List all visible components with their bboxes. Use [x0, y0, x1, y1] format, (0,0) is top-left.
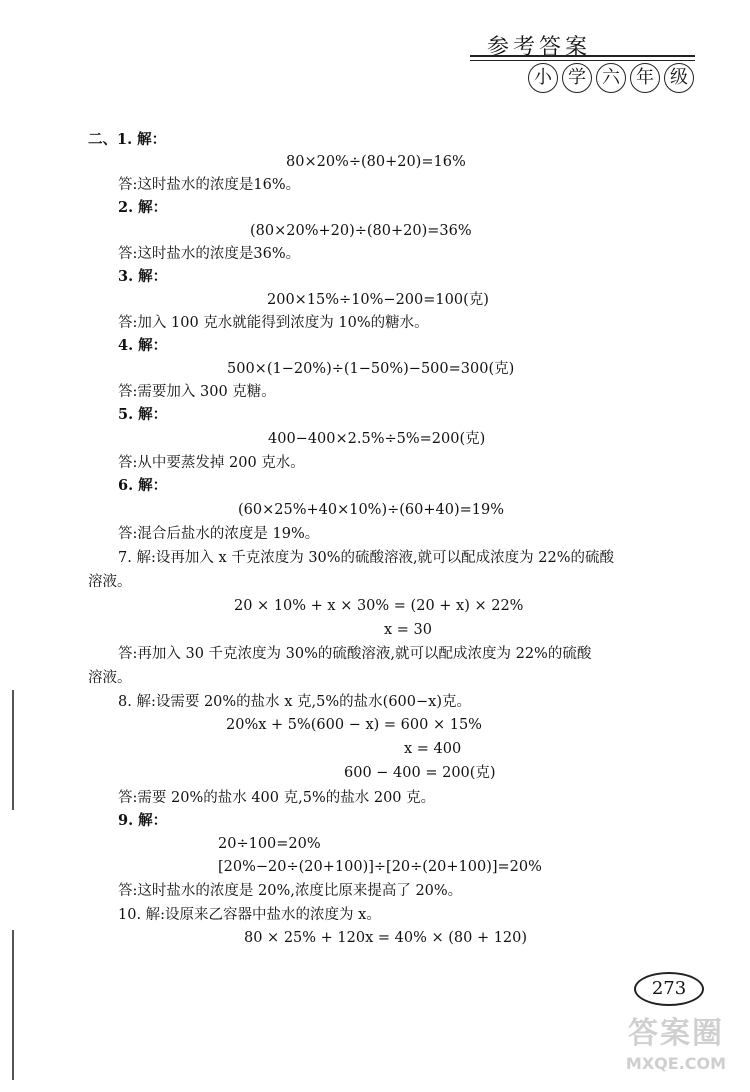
grade-badges	[528, 63, 694, 93]
grade-char: 学	[562, 63, 592, 93]
problem-heading: 6. 解：	[118, 477, 168, 494]
problem-statement: 10. 解:设原来乙容器中盐水的浓度为 x。	[118, 907, 381, 923]
watermark-text: 答案圈	[628, 1016, 724, 1051]
equation: x = 30	[384, 622, 432, 638]
grade-char: 小	[528, 63, 558, 93]
equation: 80 × 25% + 120x = 40% × (80 + 120)	[244, 930, 528, 946]
problem-heading: 二、1. 解：	[88, 131, 167, 148]
grade-char: 六	[596, 63, 626, 93]
problem-statement-cont: 溶液。	[88, 574, 132, 590]
answer-line: 答:再加入 30 千克浓度为 30%的硫酸溶液,就可以配成浓度为 22%的硫酸	[118, 646, 592, 662]
answer-line-cont: 溶液。	[88, 670, 132, 686]
grade-char: 年	[630, 63, 660, 93]
equation: [20%−20÷(20+100)]÷[20÷(20+100)]=20%	[218, 859, 542, 875]
header-rule	[470, 55, 695, 57]
equation: 500×(1−20%)÷(1−50%)−500=300(克)	[227, 361, 515, 377]
problem-heading: 5. 解：	[118, 406, 168, 423]
equation: (80×20%+20)÷(80+20)=36%	[250, 223, 472, 239]
scan-edge-mark	[12, 690, 14, 810]
answer-line: 答:这时盐水的浓度是36%。	[118, 246, 301, 262]
scan-edge-mark	[12, 930, 14, 1080]
equation: 200×15%÷10%−200=100(克)	[267, 292, 489, 308]
answer-line: 答:这时盐水的浓度是 20%,浓度比原来提高了 20%。	[118, 883, 463, 899]
watermark-logo	[608, 1015, 744, 1087]
equation: 20÷100=20%	[218, 836, 321, 852]
grade-char: 级	[664, 63, 694, 93]
problem-statement: 7. 解:设再加入 x 千克浓度为 30%的硫酸溶液,就可以配成浓度为 22%的硫酸	[118, 550, 615, 566]
header-rule-thin	[470, 60, 695, 61]
answer-line: 答:从中要蒸发掉 200 克水。	[118, 455, 305, 471]
problem-heading: 3. 解：	[118, 268, 168, 285]
equation: x = 400	[404, 741, 462, 757]
answer-line: 答:加入 100 克水就能得到浓度为 10%的糖水。	[118, 315, 429, 331]
equation: 400−400×2.5%÷5%=200(克)	[268, 431, 486, 447]
problem-heading: 2. 解：	[118, 199, 168, 216]
equation: 20%x + 5%(600 − x) = 600 × 15%	[226, 717, 482, 733]
answer-line: 答:需要 20%的盐水 400 克,5%的盐水 200 克。	[118, 790, 436, 806]
equation: (60×25%+40×10%)÷(60+40)=19%	[238, 502, 505, 518]
answer-line: 答:需要加入 300 克糖。	[118, 384, 276, 400]
answer-line: 答:这时盐水的浓度是16%。	[118, 177, 301, 193]
answer-line: 答:混合后盐水的浓度是 19%。	[118, 526, 320, 542]
equation: 80×20%÷(80+20)=16%	[286, 154, 466, 170]
watermark-url: MXQE.COM	[625, 1054, 727, 1073]
equation: 600 − 400 = 200(克)	[344, 765, 496, 781]
problem-heading: 4. 解：	[118, 337, 168, 354]
problem-heading: 9. 解：	[118, 812, 168, 829]
page-number: 273	[634, 972, 704, 1006]
equation: 20 × 10% + x × 30% = (20 + x) × 22%	[234, 598, 524, 614]
problem-statement: 8. 解:设需要 20%的盐水 x 克,5%的盐水(600−x)克。	[118, 694, 471, 710]
header-title: 参考答案	[487, 35, 592, 60]
